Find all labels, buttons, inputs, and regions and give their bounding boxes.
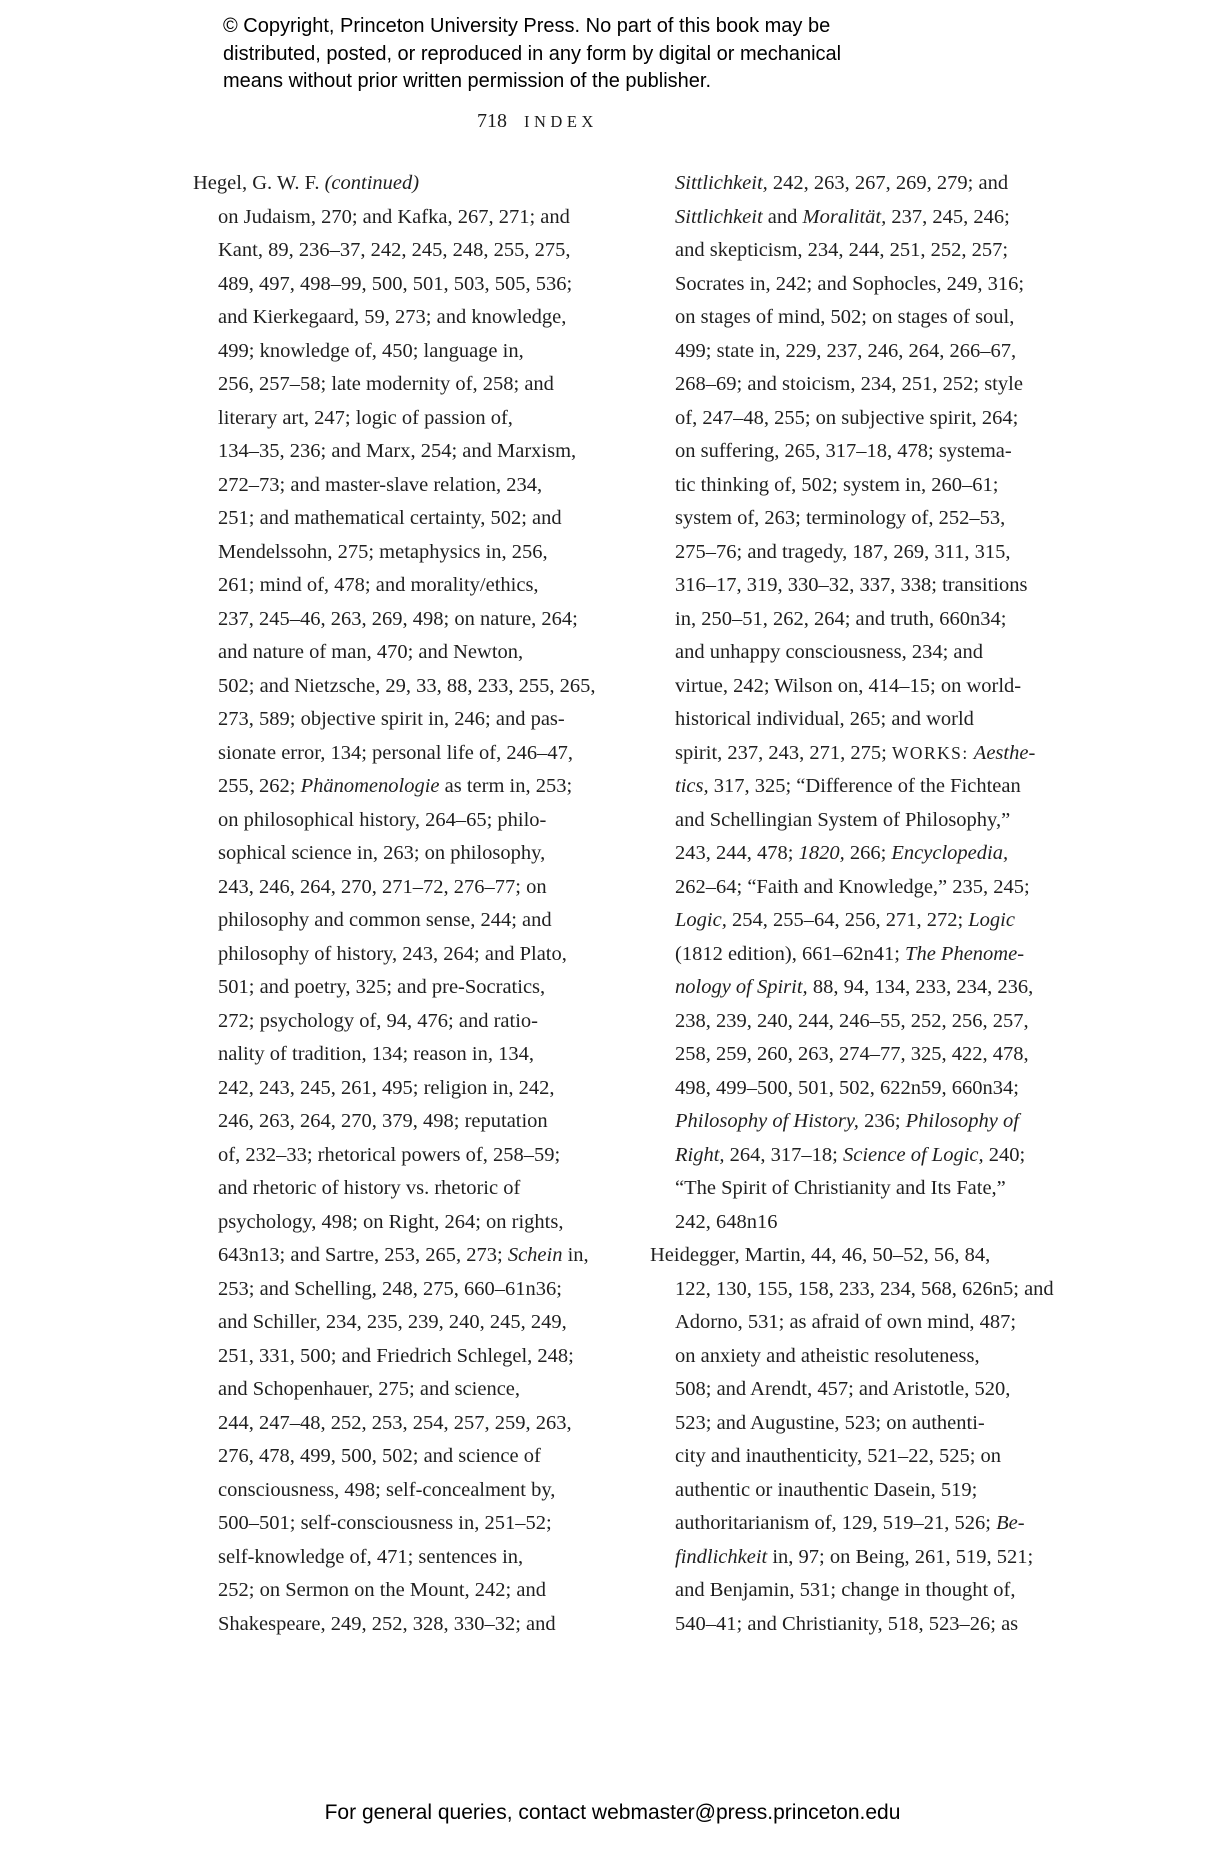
- index-line: [193, 1340, 605, 1374]
- index-segment: 262–64; “Faith and Knowledge,” 235, 245;: [675, 875, 1030, 898]
- index-segment: 501; and poetry, 325; and pre-Socratics,: [218, 976, 546, 998]
- index-line: [650, 904, 1062, 938]
- index-line: [193, 971, 605, 1005]
- index-segment: 134–35, 236; and Marx, 254; and Marxism,: [218, 440, 577, 462]
- index-line: [650, 1507, 1062, 1541]
- index-segment: and Schopenhauer, 275; and science,: [218, 1378, 521, 1400]
- index-segment: 122, 130, 155, 158, 233, 234, 568, 626n5; and: [675, 1277, 1054, 1300]
- index-line: [650, 1273, 1062, 1307]
- index-segment: self-knowledge of, 471; sentences in,: [218, 1545, 524, 1568]
- index-segment: 258, 259, 260, 263, 274–77, 325, 422, 478,: [675, 1043, 1029, 1065]
- index-segment: 242, 243, 245, 261, 495; religion in, 242,: [218, 1076, 555, 1099]
- index-line: [650, 1541, 1062, 1575]
- index-line: [193, 234, 605, 268]
- index-segment: nology of Spirit,: [675, 976, 808, 998]
- index-segment: 251, 331, 500; and Friedrich Schlegel, 248;: [218, 1344, 574, 1367]
- index-segment: 236;: [858, 1110, 906, 1132]
- index-segment: 273, 589; objective spirit in, 246; and pas-: [218, 708, 565, 730]
- index-segment: philosophy of history, 243, 264; and Plato,: [218, 942, 567, 965]
- footer-queries: [0, 1801, 1225, 1825]
- index-segment: 256, 257–58; late modernity of, 258; and: [218, 373, 554, 395]
- index-line: [193, 1005, 605, 1039]
- index-line: [193, 636, 605, 670]
- index-segment: Hegel, G. W. F.: [193, 172, 325, 194]
- index-line: [650, 536, 1062, 570]
- index-segment: and skepticism, 234, 244, 251, 252, 257;: [675, 239, 1009, 261]
- index-segment: and: [762, 205, 803, 228]
- index-segment: 237, 245–46, 263, 269, 498; on nature, 264;: [218, 607, 578, 630]
- index-segment: of, 232–33; rhetorical powers of, 258–59;: [218, 1143, 561, 1166]
- index-segment: city and inauthenticity, 521–22, 525; on: [675, 1445, 1002, 1467]
- index-segment: 238, 239, 240, 244, 246–55, 252, 256, 257,: [675, 1009, 1029, 1032]
- index-column-left: [193, 167, 605, 1641]
- index-segment: 252; on Sermon on the Mount, 242; and: [218, 1579, 546, 1601]
- index-line: [193, 804, 605, 838]
- index-segment: 243, 244, 478;: [675, 842, 799, 864]
- index-segment: Aesthe-: [973, 741, 1036, 764]
- index-line: [193, 1440, 605, 1474]
- index-segment: consciousness, 498; self-concealment by,: [218, 1478, 556, 1501]
- index-line: [193, 1306, 605, 1340]
- index-line: [650, 502, 1062, 536]
- index-line: [650, 234, 1062, 268]
- index-segment: 275–76; and tragedy, 187, 269, 311, 315,: [675, 540, 1011, 563]
- index-segment: Encyclopedia,: [891, 842, 1009, 864]
- index-segment: 502; and Nietzsche, 29, 33, 88, 233, 255, 265,: [218, 674, 596, 697]
- index-segment: “The Spirit of Christianity and Its Fate,”: [675, 1177, 1006, 1199]
- index-segment: in, 97; on Being, 261, 519, 521;: [767, 1545, 1034, 1568]
- index-segment: (1812 edition), 661–62n41;: [675, 942, 906, 965]
- index-line: [193, 536, 605, 570]
- index-segment: 498, 499–500, 501, 502, 622n59, 660n34;: [675, 1076, 1019, 1099]
- index-line: [650, 301, 1062, 335]
- footer-email: webmaster@press.princeton.edu: [591, 1801, 901, 1824]
- index-segment: findlichkeit: [675, 1545, 768, 1568]
- index-line: [650, 469, 1062, 503]
- index-line: [650, 1373, 1062, 1407]
- index-line: [650, 1340, 1062, 1374]
- index-segment: Schein: [507, 1244, 563, 1266]
- index-line: [650, 1474, 1062, 1508]
- index-segment: on anxiety and atheistic resoluteness,: [675, 1344, 980, 1367]
- index-line: [650, 569, 1062, 603]
- index-segment: 244, 247–48, 252, 253, 254, 257, 259, 263,: [218, 1411, 572, 1434]
- index-segment: spirit, 237, 243, 271, 275;: [675, 741, 892, 764]
- index-segment: 489, 497, 498–99, 500, 501, 503, 505, 536;: [218, 272, 573, 295]
- index-segment: virtue, 242; Wilson on, 414–15; on world-: [675, 674, 1022, 697]
- index-line: [193, 1273, 605, 1307]
- index-line: [193, 703, 605, 737]
- index-line: [193, 469, 605, 503]
- index-column-right: [650, 167, 1062, 1641]
- index-line: [193, 603, 605, 637]
- index-segment: of, 247–48, 255; on subjective spirit, 264;: [675, 406, 1019, 429]
- index-segment: and Schiller, 234, 235, 239, 240, 245, 249,: [218, 1311, 567, 1333]
- index-line: [193, 1608, 605, 1642]
- index-segment: 251; and mathematical certainty, 502; and: [218, 507, 562, 529]
- index-segment: historical individual, 265; and world: [675, 708, 974, 730]
- index-segment: 261; mind of, 478; and morality/ethics,: [218, 574, 539, 596]
- index-line: [650, 737, 1062, 771]
- index-line: [193, 167, 605, 201]
- index-segment: 240;: [983, 1143, 1026, 1166]
- section-title: INDEX: [524, 112, 598, 131]
- index-segment: tic thinking of, 502; system in, 260–61;: [675, 473, 999, 496]
- index-line: [193, 1507, 605, 1541]
- copyright-line: © Copyright, Princeton University Press. No part of this book may be: [223, 15, 831, 37]
- index-line: [193, 268, 605, 302]
- index-line: [193, 938, 605, 972]
- index-segment: and Kierkegaard, 59, 273; and knowledge,: [218, 306, 567, 328]
- index-line: [650, 268, 1062, 302]
- index-line: [193, 335, 605, 369]
- index-segment: sophical science in, 263; on philosophy,: [218, 842, 546, 864]
- index-line: [193, 1172, 605, 1206]
- index-segment: on philosophical history, 264–65; philo-: [218, 808, 547, 831]
- index-line: [193, 737, 605, 771]
- index-line: [650, 1139, 1062, 1173]
- index-segment: 242, 263, 267, 269, 279; and: [767, 172, 1009, 194]
- index-segment: on stages of mind, 502; on stages of soul,: [675, 306, 1015, 328]
- index-segment: and Schellingian System of Philosophy,”: [675, 808, 1011, 831]
- index-line: [650, 167, 1062, 201]
- index-line: [650, 770, 1062, 804]
- index-line: [650, 1005, 1062, 1039]
- index-segment: 266;: [844, 842, 892, 864]
- index-line: [650, 670, 1062, 704]
- index-segment: 499; knowledge of, 450; language in,: [218, 339, 524, 362]
- index-line: [193, 1474, 605, 1508]
- index-segment: 264, 317–18;: [724, 1143, 843, 1166]
- index-segment: 317, 325; “Difference of the Fichtean: [708, 775, 1021, 797]
- index-line: [650, 837, 1062, 871]
- index-segment: Logic,: [675, 909, 727, 931]
- index-segment: 500–501; self-consciousness in, 251–52;: [218, 1512, 552, 1534]
- copyright-line: means without prior written permission of the publisher.: [223, 70, 712, 92]
- index-segment: Philosophy of: [905, 1110, 1019, 1132]
- index-line: [650, 804, 1062, 838]
- index-segment: 88, 94, 134, 233, 234, 236,: [807, 976, 1034, 998]
- index-segment: 255, 262;: [218, 775, 301, 797]
- index-line: [650, 1206, 1062, 1240]
- index-segment: authentic or inauthentic Dasein, 519;: [675, 1478, 978, 1501]
- index-line: [193, 837, 605, 871]
- index-line: [193, 1407, 605, 1441]
- index-line: [650, 201, 1062, 235]
- index-segment: philosophy and common sense, 244; and: [218, 909, 552, 931]
- index-segment: Science of Logic,: [843, 1143, 984, 1166]
- index-line: [650, 402, 1062, 436]
- index-line: [650, 368, 1062, 402]
- index-segment: Moralität,: [802, 205, 887, 228]
- index-line: [650, 938, 1062, 972]
- index-segment: (continued): [324, 172, 420, 194]
- index-line: [193, 301, 605, 335]
- index-segment: Sittlichkeit,: [675, 172, 768, 194]
- index-line: [650, 435, 1062, 469]
- index-segment: sionate error, 134; personal life of, 246–47,: [218, 741, 573, 764]
- index-segment: 243, 246, 264, 270, 271–72, 276–77; on: [218, 875, 547, 898]
- index-segment: in,: [562, 1244, 589, 1266]
- page-number: 718: [477, 110, 507, 132]
- index-segment: literary art, 247; logic of passion of,: [218, 406, 513, 429]
- index-segment: Right,: [675, 1143, 725, 1166]
- index-segment: tics,: [675, 775, 709, 797]
- index-line: [193, 201, 605, 235]
- index-line: [650, 1608, 1062, 1642]
- index-segment: Logic: [968, 909, 1015, 931]
- index-line: [193, 904, 605, 938]
- index-segment: 246, 263, 264, 270, 379, 498; reputation: [218, 1110, 548, 1132]
- index-line: [650, 603, 1062, 637]
- index-segment: nality of tradition, 134; reason in, 134,: [218, 1043, 534, 1065]
- index-line: [193, 871, 605, 905]
- index-line: [650, 1306, 1062, 1340]
- index-line: [650, 971, 1062, 1005]
- copyright-line: distributed, posted, or reproduced in any form by digital or mechanical: [223, 42, 842, 65]
- index-segment: Phänomenologie: [300, 775, 440, 797]
- index-segment: 316–17, 319, 330–32, 337, 338; transitions: [675, 574, 1028, 596]
- index-line: [193, 1541, 605, 1575]
- index-line: [193, 1206, 605, 1240]
- index-segment: in, 250–51, 262, 264; and truth, 660n34;: [675, 607, 1007, 630]
- index-line: [650, 1072, 1062, 1106]
- index-line: [650, 1172, 1062, 1206]
- index-segment: on Judaism, 270; and Kafka, 267, 271; and: [218, 205, 570, 228]
- index-line: [193, 368, 605, 402]
- index-segment: and Benjamin, 531; change in thought of,: [675, 1579, 1016, 1601]
- index-segment: 276, 478, 499, 500, 502; and science of: [218, 1445, 541, 1467]
- index-line: [650, 1574, 1062, 1608]
- index-segment: 272–73; and master-slave relation, 234,: [218, 473, 543, 496]
- index-line: [650, 871, 1062, 905]
- index-segment: and nature of man, 470; and Newton,: [218, 641, 524, 663]
- index-line: [193, 1373, 605, 1407]
- index-line: [193, 1574, 605, 1608]
- index-line: [193, 770, 605, 804]
- index-segment: system of, 263; terminology of, 252–53,: [675, 507, 1006, 529]
- index-line: [193, 1038, 605, 1072]
- index-segment: 254, 255–64, 256, 271, 272;: [726, 909, 969, 931]
- index-line: [193, 1239, 605, 1273]
- index-line: [650, 636, 1062, 670]
- index-segment: and rhetoric of history vs. rhetoric of: [218, 1177, 521, 1199]
- index-line: [650, 335, 1062, 369]
- index-segment: 643n13; and Sartre, 253, 265, 273;: [218, 1244, 508, 1266]
- index-line: [193, 1072, 605, 1106]
- index-segment: 268–69; and stoicism, 234, 251, 252; style: [675, 373, 1023, 395]
- index-line: [193, 402, 605, 436]
- index-segment: Shakespeare, 249, 252, 328, 330–32; and: [218, 1612, 556, 1635]
- index-segment: and unhappy consciousness, 234; and: [675, 641, 984, 663]
- index-segment: psychology, 498; on Right, 264; on rights,: [218, 1210, 564, 1233]
- index-line: [650, 1239, 1062, 1273]
- index-segment: 272; psychology of, 94, 476; and ratio-: [218, 1009, 538, 1032]
- index-segment: 237, 245, 246;: [886, 205, 1010, 228]
- index-line: [650, 1407, 1062, 1441]
- index-segment: Socrates in, 242; and Sophocles, 249, 316;: [675, 272, 1025, 295]
- index-segment: 540–41; and Christianity, 518, 523–26; as: [675, 1612, 1019, 1635]
- index-line: [650, 1440, 1062, 1474]
- footer-text: For general queries, contact: [324, 1801, 592, 1824]
- running-head: [477, 110, 598, 133]
- index-line: [193, 502, 605, 536]
- index-segment: 499; state in, 229, 237, 246, 264, 266–67,: [675, 339, 1017, 362]
- index-segment: Heidegger, Martin, 44, 46, 50–52, 56, 84,: [650, 1244, 991, 1266]
- index-line: [193, 435, 605, 469]
- index-segment: The Phenome-: [905, 942, 1025, 965]
- index-segment: Be-: [996, 1512, 1025, 1534]
- index-segment: 1820,: [798, 842, 845, 864]
- index-line: [193, 670, 605, 704]
- index-line: [193, 569, 605, 603]
- copyright-notice: [223, 13, 841, 96]
- index-line: [193, 1139, 605, 1173]
- index-segment: 508; and Arendt, 457; and Aristotle, 520,: [675, 1378, 1011, 1400]
- index-segment: on suffering, 265, 317–18, 478; systema-: [675, 440, 1012, 462]
- index-line: [193, 1105, 605, 1139]
- index-segment: Sittlichkeit: [675, 205, 763, 228]
- index-segment: Adorno, 531; as afraid of own mind, 487;: [675, 1311, 1017, 1333]
- index-line: [650, 1105, 1062, 1139]
- index-segment: 523; and Augustine, 523; on authenti-: [675, 1411, 985, 1434]
- index-segment: 242, 648n16: [675, 1210, 778, 1233]
- index-line: [650, 703, 1062, 737]
- index-segment: Kant, 89, 236–37, 242, 245, 248, 255, 275,: [218, 239, 571, 261]
- index-line: [650, 1038, 1062, 1072]
- index-segment: 253; and Schelling, 248, 275, 660–61n36;: [218, 1277, 562, 1300]
- index-segment: WORKS:: [891, 742, 969, 763]
- index-segment: Mendelssohn, 275; metaphysics in, 256,: [218, 540, 548, 563]
- index-segment: authoritarianism of, 129, 519–21, 526;: [675, 1512, 997, 1534]
- index-segment: Philosophy of History,: [675, 1110, 859, 1132]
- index-segment: as term in, 253;: [439, 775, 573, 797]
